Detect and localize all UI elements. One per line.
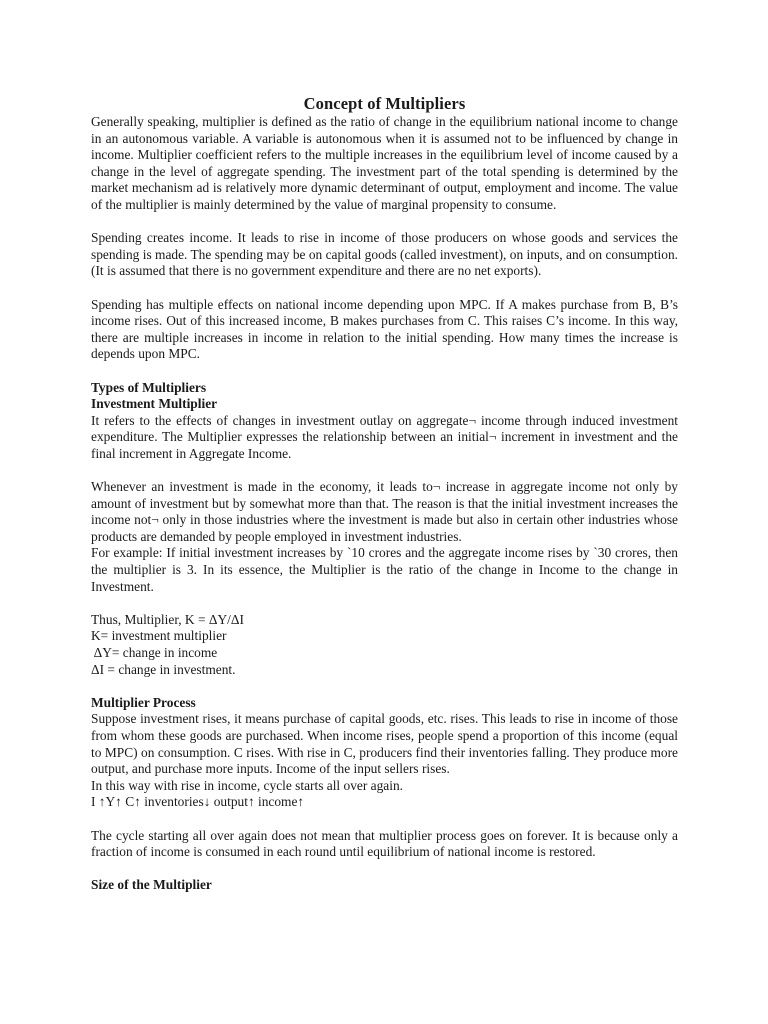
document-page xyxy=(91,94,678,894)
intro-paragraph-3: Spending has multiple effects on national income depending upon MPC. If A makes purchase from B, B’s income rises. Out of this increased income, B makes purchases from C. This raises C’s income. In this way, there are multiple increases in income in relation to the initial spending. How many times the increase is depends upon MPC. xyxy=(91,296,678,362)
process-paragraph-1: Suppose investment rises, it means purchase of capital goods, etc. rises. This leads to rise in income of those from whom these goods are purchased. When income rises, people spend a proportion of this income (equal to MPC) on consumption. C rises. With rise in C, producers find their inventories falling. They produce more output, and purchase more inputs. Income of the input sellers rises. xyxy=(91,711,678,777)
investment-paragraph-3: For example: If initial investment increases by `10 crores and the aggregate income rises by `30 crores, then the multiplier is 3. In its essence, the Multiplier is the ratio of the change in Income to the change in Investment. xyxy=(91,545,678,594)
formula-line: Thus, Multiplier, K = ΔY/ΔI xyxy=(91,611,244,627)
paragraph-spacer xyxy=(91,811,678,828)
size-heading: Size of the Multiplier xyxy=(91,877,212,893)
formula-definition-k: K= investment multiplier xyxy=(91,628,227,644)
page-title: Concept of Multipliers xyxy=(303,94,466,113)
paragraph-spacer xyxy=(91,214,678,231)
intro-paragraph-1: Generally speaking, multiplier is defined as the ratio of change in the equilibrium national income to change in an autonomous variable. A variable is autonomous when it is assumed not to be influenced by change in income. Multiplier coefficient refers to the multiple increases in the equilibrium level of income caused by a change in the level of aggregate spending. The investment part of the total spending is determined by the market mechanism ad is relatively more dynamic determinant of output, employment and income. The value of the multiplier is mainly determined by the value of marginal propensity to consume. xyxy=(91,114,678,212)
paragraph-spacer xyxy=(91,595,678,612)
formula-definition-dy: ΔY= change in income xyxy=(91,645,218,660)
investment-heading: Investment Multiplier xyxy=(91,396,218,412)
process-paragraph-2: In this way with rise in income, cycle starts all over again. xyxy=(91,777,403,793)
process-cycle-line: I ↑Y↑ C↑ inventories↓ output↑ income↑ xyxy=(91,794,305,810)
formula-definition-di: ΔI = change in investment. xyxy=(91,661,236,677)
investment-paragraph-2: Whenever an investment is made in the economy, it leads to¬ increase in aggregate income not only by amount of investment but by somewhat more than that. The reason is that the initial investment increases the income not¬ only in those industries where the investment is made but also in certain other industries whose products are demanded by people employed in investment industries. xyxy=(91,479,678,544)
types-heading: Types of Multipliers xyxy=(91,379,207,395)
paragraph-spacer xyxy=(91,861,678,878)
investment-paragraph-1: It refers to the effects of changes in investment outlay on aggregate¬ income through induced investment expenditure. The Multiplier expresses the relationship between an initial¬ increment in investment and the final increment in Aggregate Income. xyxy=(91,412,678,461)
closing-paragraph: The cycle starting all over again does not mean that multiplier process goes on forever. It is because only a fraction of income is consumed in each round until equilibrium of national income is restored. xyxy=(91,827,678,860)
paragraph-spacer xyxy=(91,678,678,695)
intro-paragraph-2: Spending creates income. It leads to rise in income of those producers on whose goods and services the spending is made. The spending may be on capital goods (called investment), on inputs, and on consumption. (It is assumed that there is no government expenditure and there are no net exports). xyxy=(91,230,678,279)
paragraph-spacer xyxy=(91,280,678,297)
process-heading: Multiplier Process xyxy=(91,694,196,710)
paragraph-spacer xyxy=(91,462,678,479)
paragraph-spacer xyxy=(91,363,678,380)
